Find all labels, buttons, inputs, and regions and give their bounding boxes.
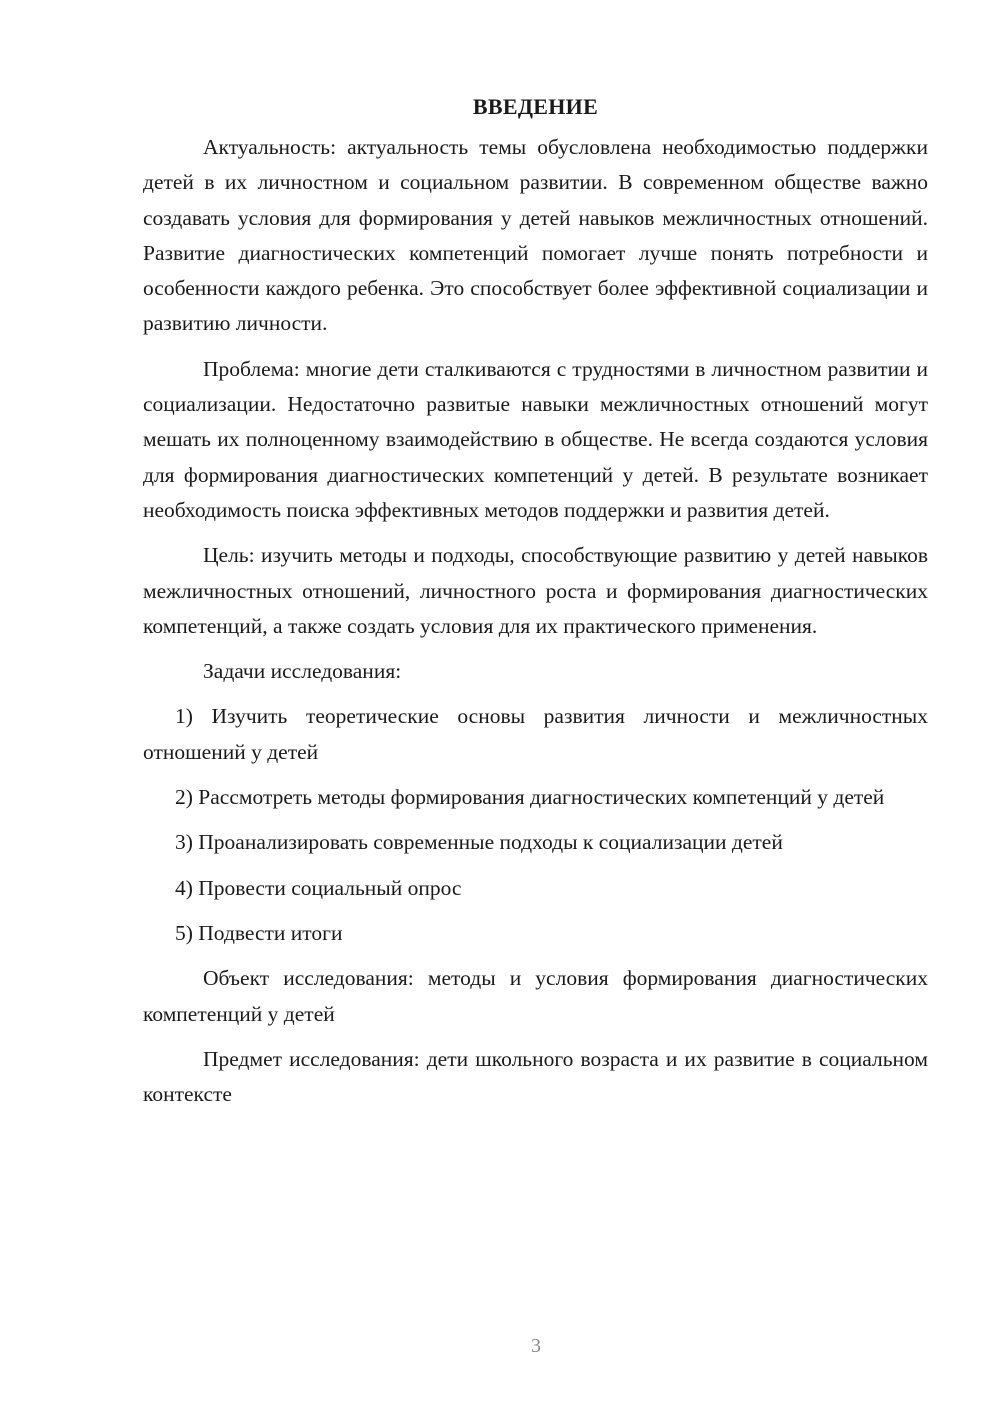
task-item-5: 5) Подвести итоги — [175, 920, 343, 945]
document-page — [143, 92, 928, 1122]
paragraph-relevance: Актуальность: актуальность темы обусловлена необходимостью поддержки детей в их личностном и социальном развитии. В современном обществе важно создавать условия для формирования у детей навыков межличностных отношений. Развитие диагностических компетенций помогает лучше понять потребности и особенности каждого ребенка. Это способствует более эффективной социализации и развитию личности. — [143, 135, 928, 336]
page-number: 3 — [531, 1335, 541, 1357]
section-title: ВВЕДЕНИЕ — [472, 94, 599, 119]
task-item-2: 2) Рассмотреть методы формирования диагностических компетенций у детей — [175, 785, 885, 810]
paragraph-problem: Проблема: многие дети сталкиваются с трудностями в личностном развитии и социализации. Недостаточно развитые навыки межличностных отношений могут мешать их полноценному взаимодействию в обществе. Не всегда создаются условия для формирования диагностических компетенций у детей. В результате возникает необходимость поиска эффективных методов поддержки и развития детей. — [143, 356, 928, 522]
task-item-3: 3) Проанализировать современные подходы к социализации детей — [175, 830, 783, 855]
paragraph-object: Объект исследования: методы и условия формирования диагностических компетенций у детей — [143, 966, 928, 1026]
paragraph-subject: Предмет исследования: дети школьного возраста и их развитие в социальном контексте — [143, 1046, 928, 1107]
task-item-4: 4) Провести социальный опрос — [175, 875, 462, 900]
task-item-1: 1) Изучить теоретические основы развития личности и межличностных отношений у детей — [143, 704, 928, 764]
paragraph-goal: Цель: изучить методы и подходы, способствующие развитию у детей навыков межличностных отношений, личностного роста и формирования диагностических компетенций, а также создать условия для их практического применения. — [143, 543, 928, 638]
tasks-heading: Задачи исследования: — [203, 659, 402, 684]
